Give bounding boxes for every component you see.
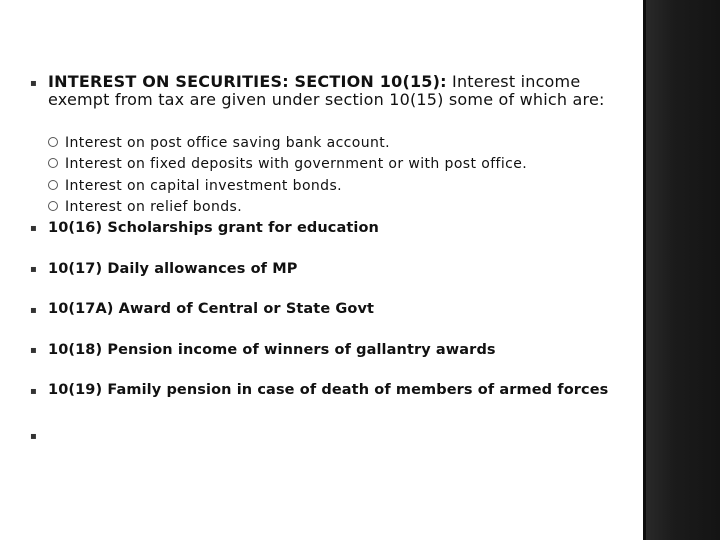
sub-item-post-office-saving: Interest on post office saving bank account. (48, 135, 390, 151)
bullet-marker: ▪ (30, 78, 37, 89)
sub-item-capital-investment-bonds: Interest on capital investment bonds. (48, 178, 342, 194)
heading-body-text: Interest income exempt from tax are given under section 10(15) some of which are: (48, 72, 605, 109)
bullet-marker: ▪ (30, 305, 37, 316)
heading-bold-text: INTEREST ON SECURITIES: SECTION 10(15): (48, 72, 447, 91)
bullet-marker: ▪ (30, 264, 37, 275)
circle-bullet-icon (48, 180, 58, 190)
item-10-17a: 10(17A) Award of Central or State Govt (48, 301, 375, 317)
empty-bullet-marker: ▪ (30, 431, 37, 442)
sub-item-fixed-deposits: Interest on fixed deposits with government or with post office. (48, 156, 527, 172)
circle-bullet-icon (48, 158, 58, 168)
bullet-marker: ▪ (30, 345, 37, 356)
bullet-marker: ▪ (30, 386, 37, 397)
sub-item-relief-bonds: Interest on relief bonds. (48, 199, 242, 215)
bullet-marker: ▪ (30, 223, 37, 234)
sidebar-edge-divider (643, 0, 646, 540)
item-10-19: 10(19) Family pension in case of death of members of armed forces (48, 382, 609, 398)
item-10-18: 10(18) Pension income of winners of gallantry awards (48, 342, 496, 358)
circle-bullet-icon (48, 201, 58, 211)
circle-bullet-icon (48, 137, 58, 147)
heading-section-10-15 (48, 73, 623, 109)
item-10-16: 10(16) Scholarships grant for education (48, 220, 379, 236)
item-10-17: 10(17) Daily allowances of MP (48, 261, 298, 277)
dark-sidebar-decoration (643, 0, 720, 540)
